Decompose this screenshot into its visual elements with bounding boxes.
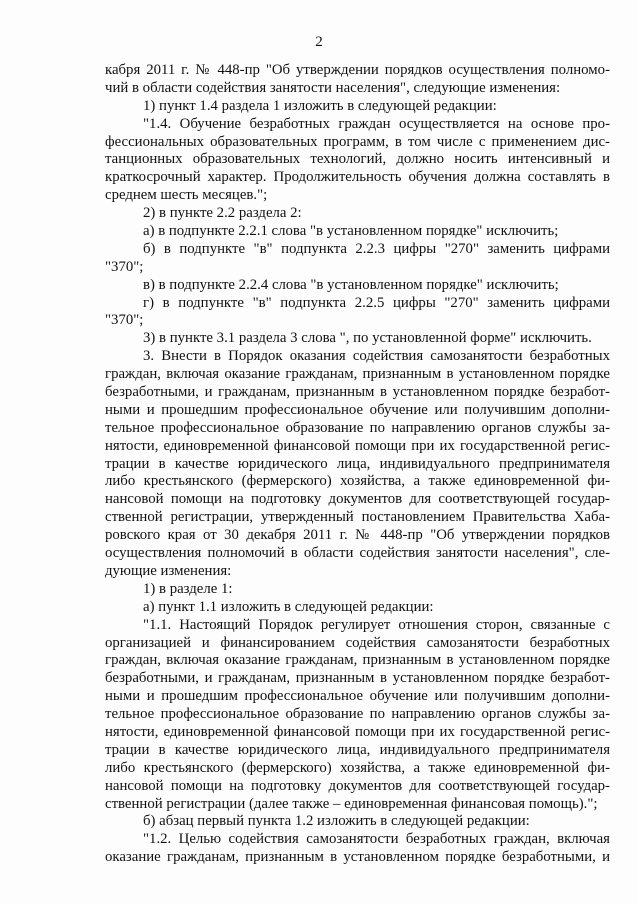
text-line: а) пункт 1.1 изложить в следующей редакции:	[143, 598, 434, 615]
text-line: трации в качестве юридического лица, индивидуального предпринимателя	[105, 455, 610, 472]
text-line: ными и прошедшим профессиональное обучение или получившим дополни-	[105, 688, 610, 705]
text-line: тельное профессиональное образование по направлению органов службы за-	[105, 419, 610, 436]
text-line: тельное профессиональное образование по направлению органов службы за-	[105, 706, 610, 723]
text-line: "1.4. Обучение безработных граждан осуществляется на основе про-	[143, 115, 610, 132]
text-line: краткосрочный характер. Продолжительность обучения должна составлять в	[105, 169, 610, 186]
text-line: граждан, включая оказание гражданам, признанным в установленном порядке	[105, 652, 610, 669]
text-line: дующие изменения:	[105, 562, 232, 579]
text-line: ровского края от 30 декабря 2011 г. № 448-пр "Об утверждении порядков	[105, 527, 610, 544]
text-line: 1) пункт 1.4 раздела 1 изложить в следующей редакции:	[143, 97, 497, 114]
text-line: "1.2. Целью содействия самозанятости безработных граждан, включая	[143, 831, 610, 848]
text-line: безработными, и гражданам, признанным в установленном порядке безработ-	[105, 384, 610, 401]
document-body	[105, 62, 610, 867]
page-number: 2	[315, 34, 323, 50]
text-line: в) в подпункте 2.2.4 слова "в установленном порядке" исключить;	[143, 276, 559, 293]
text-line: ственной регистрации, утвержденный постановлением Правительства Хаба-	[105, 509, 610, 526]
text-line: танционных образовательных технологий, должно носить интенсивный и	[105, 151, 610, 168]
text-line: граждан, включая оказание гражданам, признанным в установленном порядке	[105, 366, 610, 383]
text-line: "370";	[105, 258, 144, 275]
text-line: ными и прошедшим профессиональное обучение или получившим дополни-	[105, 401, 610, 418]
text-line: оказание гражданам, признанным в установленном порядке безработными, и	[105, 849, 610, 866]
text-line: г) в подпункте "в" подпункта 2.2.5 цифры "270" заменить цифрами	[143, 294, 610, 311]
text-line: кабря 2011 г. № 448-пр "Об утверждении порядков осуществления полномо-	[105, 62, 610, 78]
text-line: "1.1. Настоящий Порядок регулирует отношения сторон, связанные с	[143, 616, 610, 633]
text-line: среднем шесть месяцев.";	[105, 187, 268, 204]
text-line: трации в качестве юридического лица, индивидуального предпринимателя	[105, 741, 610, 758]
text-line: а) в подпункте 2.2.1 слова "в установленном порядке" исключить;	[143, 223, 559, 240]
text-line: 1) в разделе 1:	[143, 580, 233, 597]
text-line: осуществления полномочий в области содействия занятости населения", сле-	[105, 545, 610, 562]
text-line: нансовой помощи на подготовку документов для соответствующей государ-	[105, 777, 610, 794]
text-line: безработными, и гражданам, признанным в установленном порядке безработ-	[105, 670, 610, 687]
text-line: ственной регистрации (далее также – единовременная финансовая помощь).";	[105, 795, 598, 812]
text-line: 3) в пункте 3.1 раздела 3 слова ", по установленной форме" исключить.	[143, 330, 592, 347]
text-line: нятости, единовременной финансовой помощи при их государственной регис-	[105, 437, 610, 454]
text-line: либо крестьянского (фермерского) хозяйства, а также единовременной фи-	[105, 759, 610, 776]
text-line: чий в области содействия занятости населения", следующие изменения:	[105, 79, 561, 96]
text-line: б) абзац первый пункта 1.2 изложить в следующей редакции:	[143, 813, 530, 830]
text-line: фессиональных образовательных программ, в том числе с применением дис-	[105, 133, 610, 150]
text-line: "370";	[105, 312, 144, 329]
text-line: 3. Внести в Порядок оказания содействия самозанятости безработных	[143, 348, 610, 365]
text-line: нансовой помощи на подготовку документов для соответствующей государ-	[105, 491, 610, 508]
text-line: нятости, единовременной финансовой помощи при их государственной регис-	[105, 723, 610, 740]
text-line: либо крестьянского (фермерского) хозяйства, а также единовременной фи-	[105, 473, 610, 490]
text-line: б) в подпункте "в" подпункта 2.2.3 цифры "270" заменить цифрами	[143, 240, 610, 257]
text-line: 2) в пункте 2.2 раздела 2:	[143, 205, 302, 222]
text-line: организацией и финансированием содействия самозанятости безработных	[105, 634, 610, 651]
